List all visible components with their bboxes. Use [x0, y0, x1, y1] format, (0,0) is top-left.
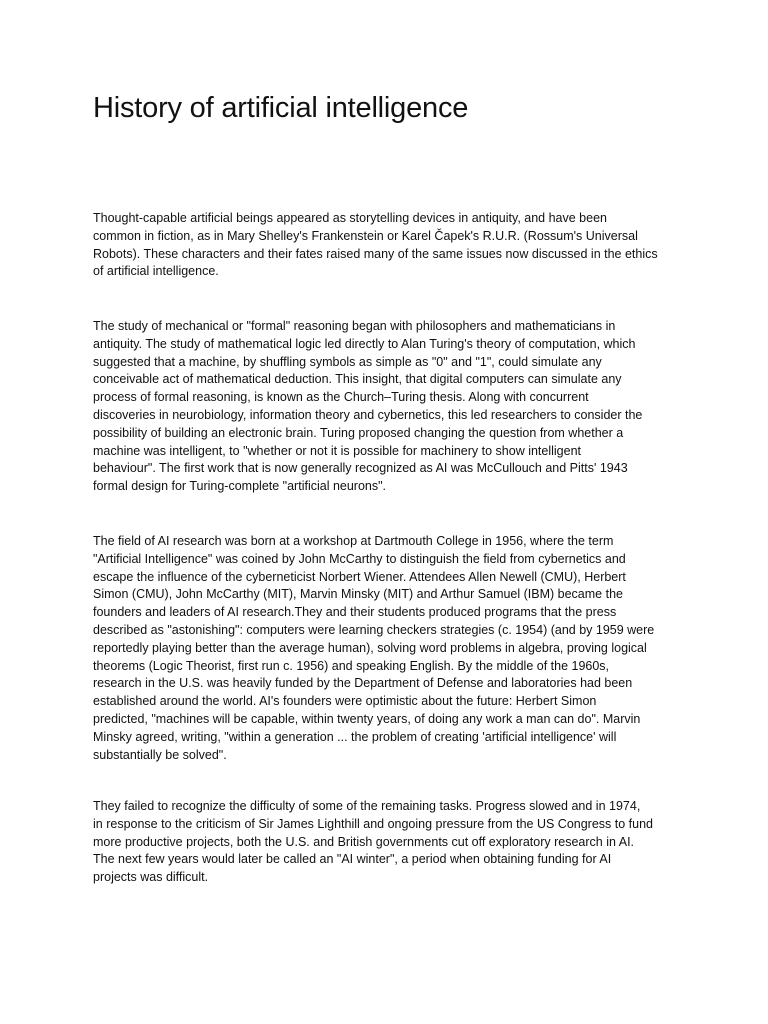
paragraph-line: process of formal reasoning, is known as the Church–Turing thesis. Along with concurrent — [93, 390, 589, 405]
paragraph-line: founders and leaders of AI research.They and their students produced programs that the press — [93, 605, 617, 620]
paragraph-line: substantially be solved". — [93, 747, 227, 762]
paragraph-line: suggested that a machine, by shuffling symbols as simple as "0" and "1", could simulate any — [93, 354, 602, 369]
paragraph-line: antiquity. The study of mathematical logic led directly to Alan Turing's theory of computation, which — [93, 336, 636, 351]
document-title: History of artificial intelligence — [93, 92, 469, 124]
paragraph-line: machine was intelligent, to "whether or not it is possible for machinery to show intelligent — [93, 443, 582, 458]
paragraph-fiction — [93, 210, 683, 281]
paragraph-line: "Artificial Intelligence" was coined by John McCarthy to distinguish the field from cybernetics and — [93, 551, 626, 566]
paragraph-line: Simon (CMU), John McCarthy (MIT), Marvin Minsky (MIT) and Arthur Samuel (IBM) became the — [93, 587, 623, 602]
paragraph-line: more productive projects, both the U.S. and British governments cut off exploratory research in AI. — [93, 834, 635, 849]
paragraph-formal-reasoning — [93, 318, 683, 496]
paragraph-line: research in the U.S. was heavily funded by the Department of Defense and laboratories had been — [93, 676, 633, 691]
paragraph-line: predicted, "machines will be capable, within twenty years, of doing any work a man can do". Marvin — [93, 711, 641, 726]
paragraph-line: possibility of building an electronic brain. Turing proposed changing the question from whether a — [93, 425, 624, 440]
paragraph-line: Minsky agreed, writing, "within a generation ... the problem of creating 'artificial intelligence' will — [93, 729, 617, 744]
paragraph-line: conceivable act of mathematical deduction. This insight, that digital computers can simulate any — [93, 372, 622, 387]
paragraph-ai-winter — [93, 798, 683, 887]
paragraph-line: Robots). These characters and their fates raised many of the same issues now discussed in the ethics — [93, 246, 658, 261]
paragraph-line: described as "astonishing": computers were learning checkers strategies (c. 1954) (and by 1959 were — [93, 622, 655, 637]
paragraph-line: The field of AI research was born at a workshop at Dartmouth College in 1956, where the term — [93, 534, 614, 548]
paragraph-line: The next few years would later be called an "AI winter", a period when obtaining funding for AI — [93, 852, 612, 867]
paragraph-line: The study of mechanical or "formal" reasoning began with philosophers and mathematicians in — [93, 319, 616, 333]
paragraph-line: discoveries in neurobiology, information theory and cybernetics, this led researchers to consider the — [93, 407, 643, 422]
paragraph-line: of artificial intelligence. — [93, 264, 219, 279]
paragraph-line: They failed to recognize the difficulty of some of the remaining tasks. Progress slowed and in 1974, — [93, 799, 641, 813]
paragraph-dartmouth — [93, 533, 683, 764]
paragraph-line: reportedly playing better than the average human), solving word problems in algebra, proving logical — [93, 640, 647, 655]
paragraph-line: Thought-capable artificial beings appeared as storytelling devices in antiquity, and have been — [93, 211, 607, 225]
paragraph-line: common in fiction, as in Mary Shelley's Frankenstein or Karel Čapek's R.U.R. (Rossum's Universal — [93, 228, 638, 243]
paragraph-line: established around the world. AI's founders were optimistic about the future: Herbert Simon — [93, 694, 597, 709]
paragraph-line: formal design for Turing-complete "artificial neurons". — [93, 479, 387, 494]
paragraph-line: in response to the criticism of Sir James Lighthill and ongoing pressure from the US Congress to fund — [93, 816, 653, 831]
paragraph-line: theorems (Logic Theorist, first run c. 1956) and speaking English. By the middle of the 1960s, — [93, 658, 610, 673]
paragraph-line: escape the influence of the cyberneticist Norbert Wiener. Attendees Allen Newell (CMU), Herbert — [93, 569, 626, 584]
paragraph-line: projects was difficult. — [93, 870, 209, 885]
paragraph-line: behaviour". The first work that is now generally recognized as AI was McCullouch and Pitts' 1943 — [93, 461, 628, 476]
